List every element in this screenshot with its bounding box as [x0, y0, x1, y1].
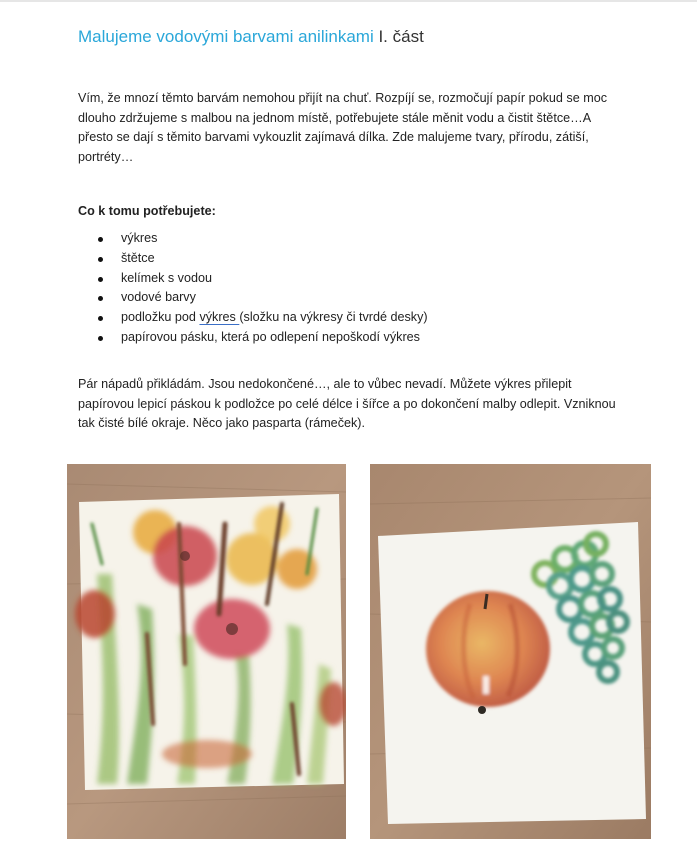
title-accent: Malujeme vodovými barvami anilinkami — [78, 27, 374, 46]
list-item-text-tail: (složku na výkresy či tvrdé desky) — [239, 310, 428, 325]
list-item — [78, 308, 428, 328]
needs-heading: Co k tomu potřebujete: — [78, 204, 216, 218]
bullet-icon — [98, 296, 103, 301]
title-rest: I. část — [373, 27, 424, 46]
spellcheck-underlined-word: výkres — [199, 310, 240, 325]
list-item — [78, 229, 428, 249]
closing-paragraph: Pár nápadů přikládám. Jsou nedokončené…, ale to vůbec nevadí. Můžete výkres přilepit papírovou lepicí páskou k podložce po celé délce i šířce a po dokončení malby odlepit. Vzniknou tak čisté bílé okraje. Něco jako pasparta (rámeček). — [78, 377, 616, 430]
flower-painting-photo — [67, 464, 346, 839]
list-item — [78, 249, 428, 269]
page-title — [78, 26, 424, 48]
intro-paragraph: Vím, že mnozí těmto barvám nemohou přijít na chuť. Rozpíjí se, rozmočují papír pokud se moc dlouho zdržujeme s malbou na jednom místě, potřebujete stále měnit vodu a čistit štětce…A přesto se dají s těmito barvami vykouzlit zajímavá dílka. Zde malujeme tvary, přírodu, zátiší, portréty… — [78, 91, 607, 164]
bullet-icon — [98, 316, 103, 321]
list-item — [78, 269, 428, 289]
list-item — [78, 288, 428, 308]
list-item-text: výkres — [121, 231, 158, 245]
list-item-text: štětce — [121, 250, 155, 265]
list-item-text: vodové barvy — [121, 290, 196, 305]
list-item-text: kelímek s vodou — [121, 270, 212, 285]
bullet-icon — [98, 257, 103, 262]
list-item-text: podložku pod — [121, 310, 200, 325]
page-top-border — [0, 0, 697, 2]
bullet-icon — [98, 237, 103, 242]
needs-list — [78, 229, 428, 348]
list-item — [78, 328, 428, 348]
bullet-icon — [98, 336, 103, 341]
bullet-icon — [98, 277, 103, 282]
list-item-text: papírovou pásku, která po odlepení nepoškodí výkres — [121, 329, 420, 344]
fruit-painting-photo — [370, 464, 651, 839]
